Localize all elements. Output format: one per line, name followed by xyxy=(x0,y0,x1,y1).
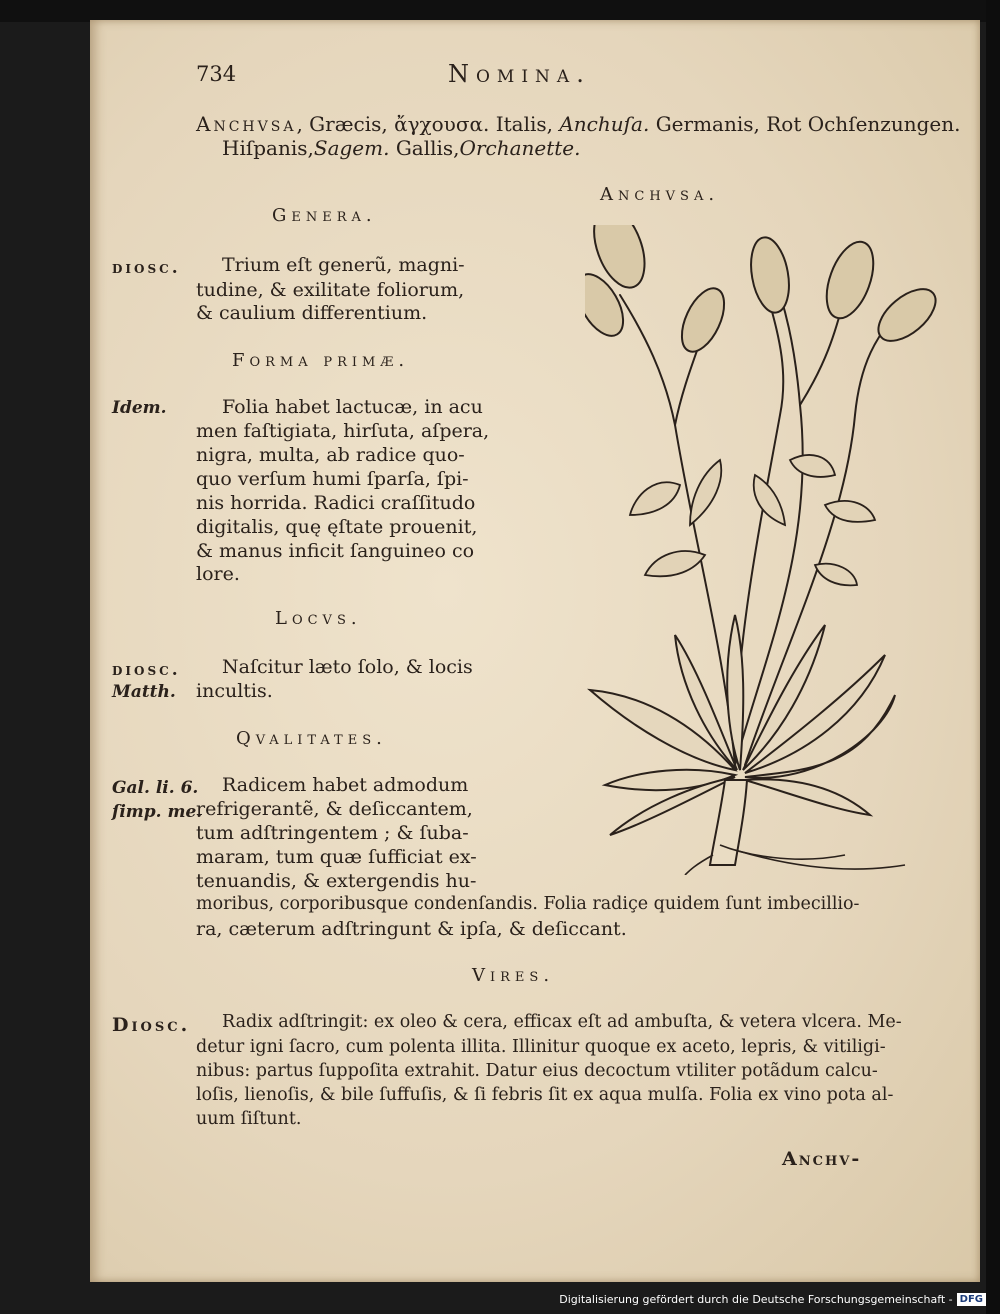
text-line: detur igni ſacro, cum polenta illita. Illinitur quoque ex aceto, lepris, & vitiligi- xyxy=(196,1037,886,1057)
german-name: Germanis, Rot Ochſenzungen. xyxy=(649,112,961,136)
heading-genera: Genera. xyxy=(272,205,377,226)
digitization-footer xyxy=(559,1286,986,1312)
french-name: Orchanette. xyxy=(459,136,581,160)
spanish-name: Sagem. xyxy=(313,136,390,160)
text-line: uum ſiſtunt. xyxy=(196,1109,302,1129)
french-label: Gallis, xyxy=(389,136,460,160)
margin-note: diosc. xyxy=(112,258,181,278)
running-head: Nomina. xyxy=(448,60,591,88)
text-line: & manus inficit ſanguineo co xyxy=(196,540,475,562)
text-line: tum adſtringentem ; & ſuba- xyxy=(196,822,469,844)
page-number: 734 xyxy=(196,62,237,86)
text-line: men faſtigiata, hirſuta, aſpera, xyxy=(196,420,490,442)
lemma: Anchvsa xyxy=(196,112,297,136)
text-line: Radicem habet admodum xyxy=(222,774,469,796)
scan-border-right xyxy=(986,0,1000,1314)
text-line: lore. xyxy=(196,563,240,585)
text-line: ra, cæterum adſtringunt & ipſa, & deſiccant. xyxy=(196,918,627,940)
text-line: quo verſum humi ſparſa, ſpi- xyxy=(196,468,469,490)
text-line: & caulium differentium. xyxy=(196,302,428,324)
anchusa-woodcut-illustration xyxy=(585,225,945,875)
margin-note: diosc. xyxy=(112,660,181,680)
margin-note: Matth. xyxy=(112,682,176,702)
spanish-label: Hiſpanis, xyxy=(222,136,314,160)
scan-border-top xyxy=(0,0,1000,22)
header-line-1 xyxy=(196,112,961,136)
text-line: tudine, & exilitate foliorum, xyxy=(196,279,465,301)
header-line-2 xyxy=(222,136,581,160)
margin-note: Idem. xyxy=(112,398,167,418)
text-line: maram, tum quæ ſufficiat ex- xyxy=(196,846,477,868)
margin-note: Diosc. xyxy=(112,1014,191,1036)
heading-locus: Locvs. xyxy=(275,608,362,629)
text-line: Folia habet lactucæ, in acu xyxy=(222,396,483,418)
dfg-logo: DFG xyxy=(957,1293,986,1306)
text-line: nis horrida. Radici craſſitudo xyxy=(196,492,476,514)
text-line: nigra, multa, ab radice quo- xyxy=(196,444,465,466)
text-line: incultis. xyxy=(196,680,273,702)
italian-name: Anchuſa. xyxy=(559,112,650,136)
text-line: digitalis, quę ęſtate prouenit, xyxy=(196,516,478,538)
catchword: Anchv- xyxy=(782,1148,862,1170)
greek-name: , Græcis, ἄγχουσα. Italis, xyxy=(296,112,560,136)
footer-text: Digitalisierung gefördert durch die Deutsche Forschungsgemeinschaft - xyxy=(559,1292,953,1306)
text-line: Trium eſt generũ, magni- xyxy=(222,254,465,276)
figure-caption: Anchvsa. xyxy=(600,184,720,205)
text-line: tenuandis, & extergendis hu- xyxy=(196,870,477,892)
text-line: nibus: partus ſuppoſita extrahit. Datur eius decoctum vtiliter potãdum calcu- xyxy=(196,1061,878,1081)
text-line: loſis, lienoſis, & bile ſuffuſis, & ſi febris ſit ex aqua mulſa. Folia ex vino pota al- xyxy=(196,1085,894,1105)
margin-note: Gal. li. 6. xyxy=(112,778,199,798)
heading-qualitates: Qvalitates. xyxy=(236,728,387,749)
text-line: refrigerantẽ, & deſiccantem, xyxy=(196,798,473,820)
text-line: moribus, corporibusque condenſandis. Folia radiçe quidem ſunt imbecillio- xyxy=(196,894,860,914)
heading-vires: Vires. xyxy=(472,965,555,986)
text-line: Radix adſtringit: ex oleo & cera, efficax eſt ad ambuſta, & vetera vlcera. Me- xyxy=(222,1012,902,1032)
text-line: Naſcitur læto ſolo, & locis xyxy=(222,656,473,678)
heading-forma: Forma primæ. xyxy=(232,350,410,371)
margin-note: ſimp. me. xyxy=(112,802,203,822)
